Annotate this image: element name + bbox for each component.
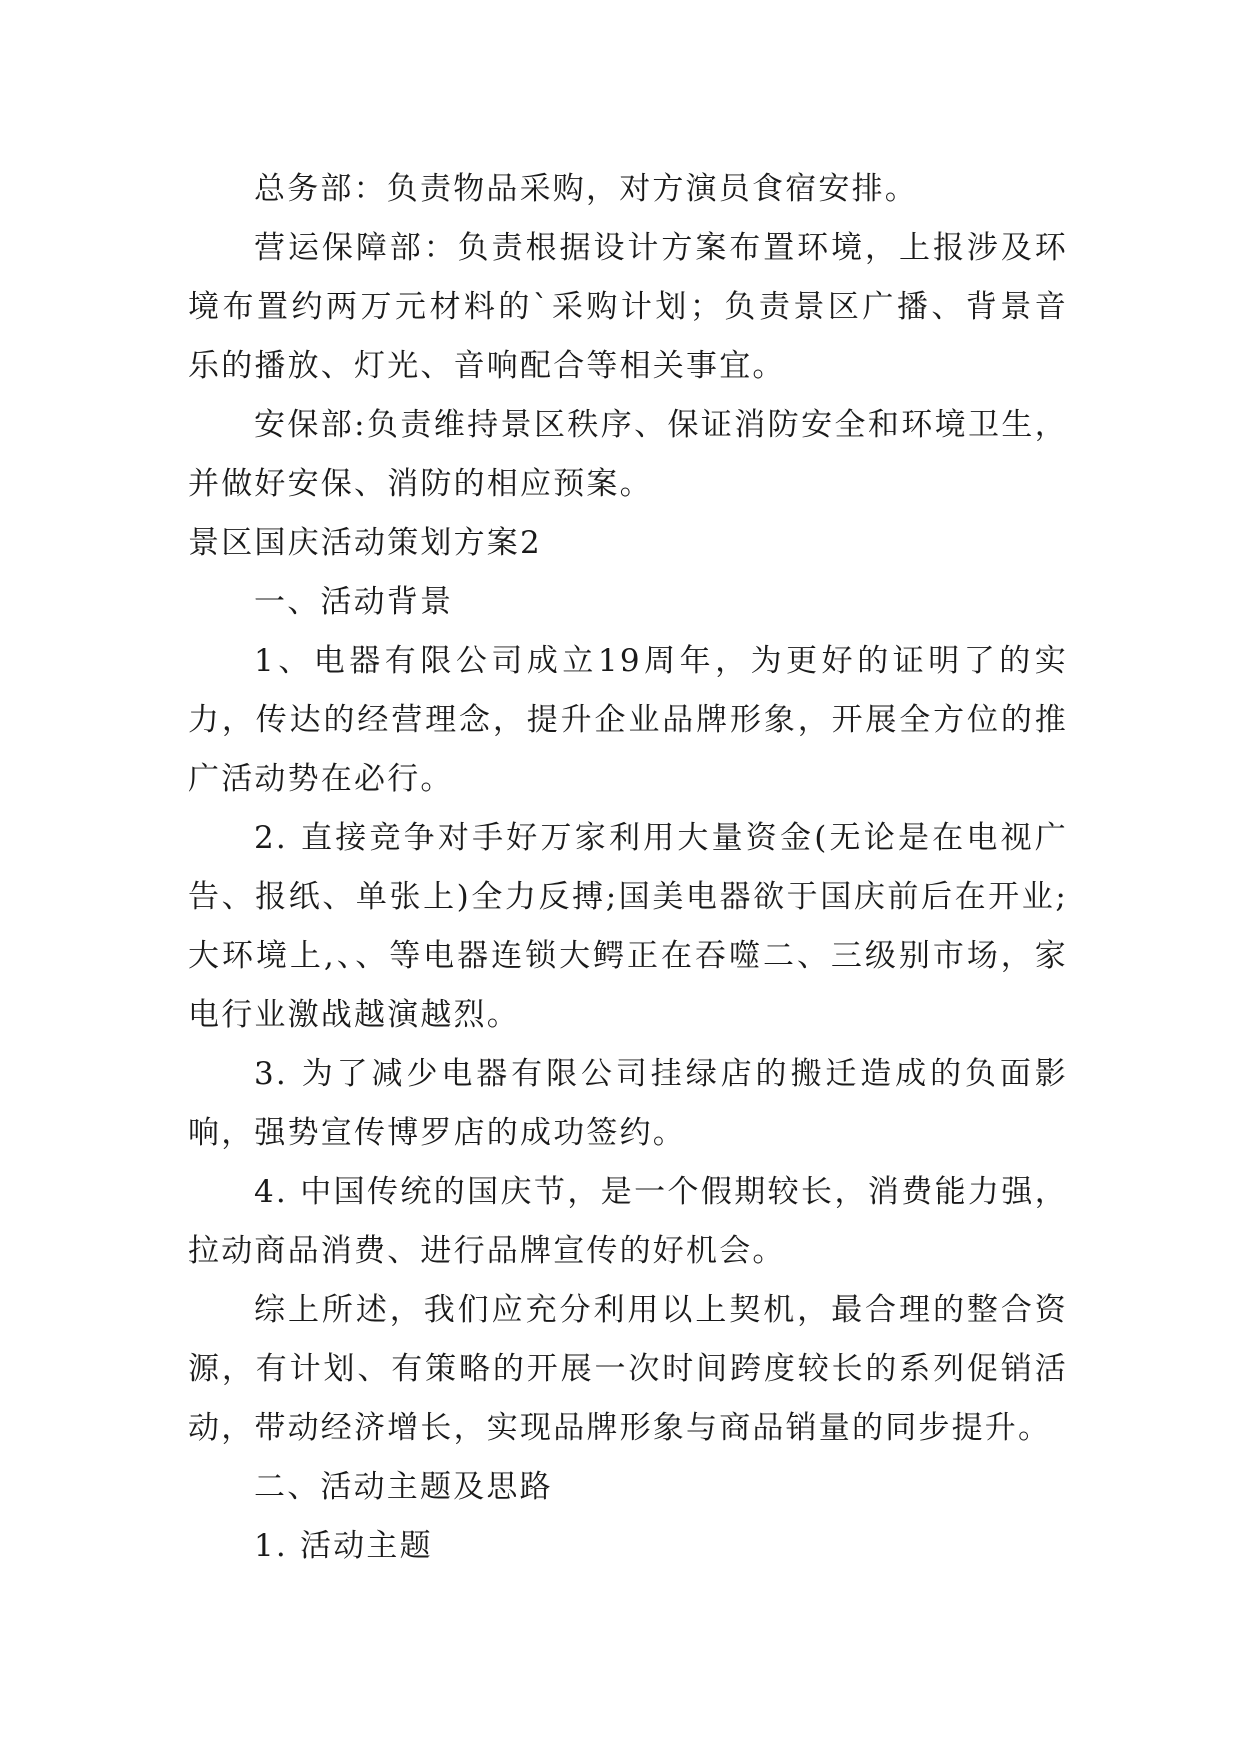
section-title: 景区国庆活动策划方案2	[188, 525, 542, 561]
paragraph-item-1: 1、电器有限公司成立19周年，为更好的证明了的实力，传达的经营理念，提升企业品牌形象，开展全方位的推广活动势在必行。	[188, 643, 1068, 797]
paragraph-general-affairs: 总务部：负责物品采购，对方演员食宿安排。	[254, 171, 918, 207]
document-body	[188, 160, 1068, 1576]
paragraph-security-dept: 安保部:负责维持景区秩序、保证消防安全和环境卫生，并做好安保、消防的相应预案。	[188, 407, 1068, 502]
paragraph-item-4: 4. 中国传统的国庆节，是一个假期较长，消费能力强，拉动商品消费、进行品牌宣传的好机会。	[188, 1174, 1068, 1269]
subheading-theme: 二、活动主题及思路	[254, 1469, 553, 1505]
paragraph-summary: 综上所述，我们应充分利用以上契机，最合理的整合资源，有计划、有策略的开展一次时间跨度较长的系列促销活动，带动经济增长，实现品牌形象与商品销量的同步提升。	[188, 1292, 1068, 1446]
subheading-theme-item-1: 1. 活动主题	[254, 1528, 433, 1564]
paragraph-operations-support: 营运保障部：负责根据设计方案布置环境，上报涉及环境布置约两万元材料的`采购计划；负责景区广播、背景音乐的播放、灯光、音响配合等相关事宜。	[188, 230, 1068, 384]
paragraph-item-3: 3. 为了减少电器有限公司挂绿店的搬迁造成的负面影响，强势宣传博罗店的成功签约。	[188, 1056, 1068, 1151]
subheading-background: 一、活动背景	[254, 584, 454, 620]
paragraph-item-2: 2. 直接竞争对手好万家利用大量资金(无论是在电视广告、报纸、单张上)全力反搏;国美电器欲于国庆前后在开业;大环境上,、、等电器连锁大鳄正在吞噬二、三级别市场，家电行业激战越演越烈。	[188, 820, 1068, 1033]
